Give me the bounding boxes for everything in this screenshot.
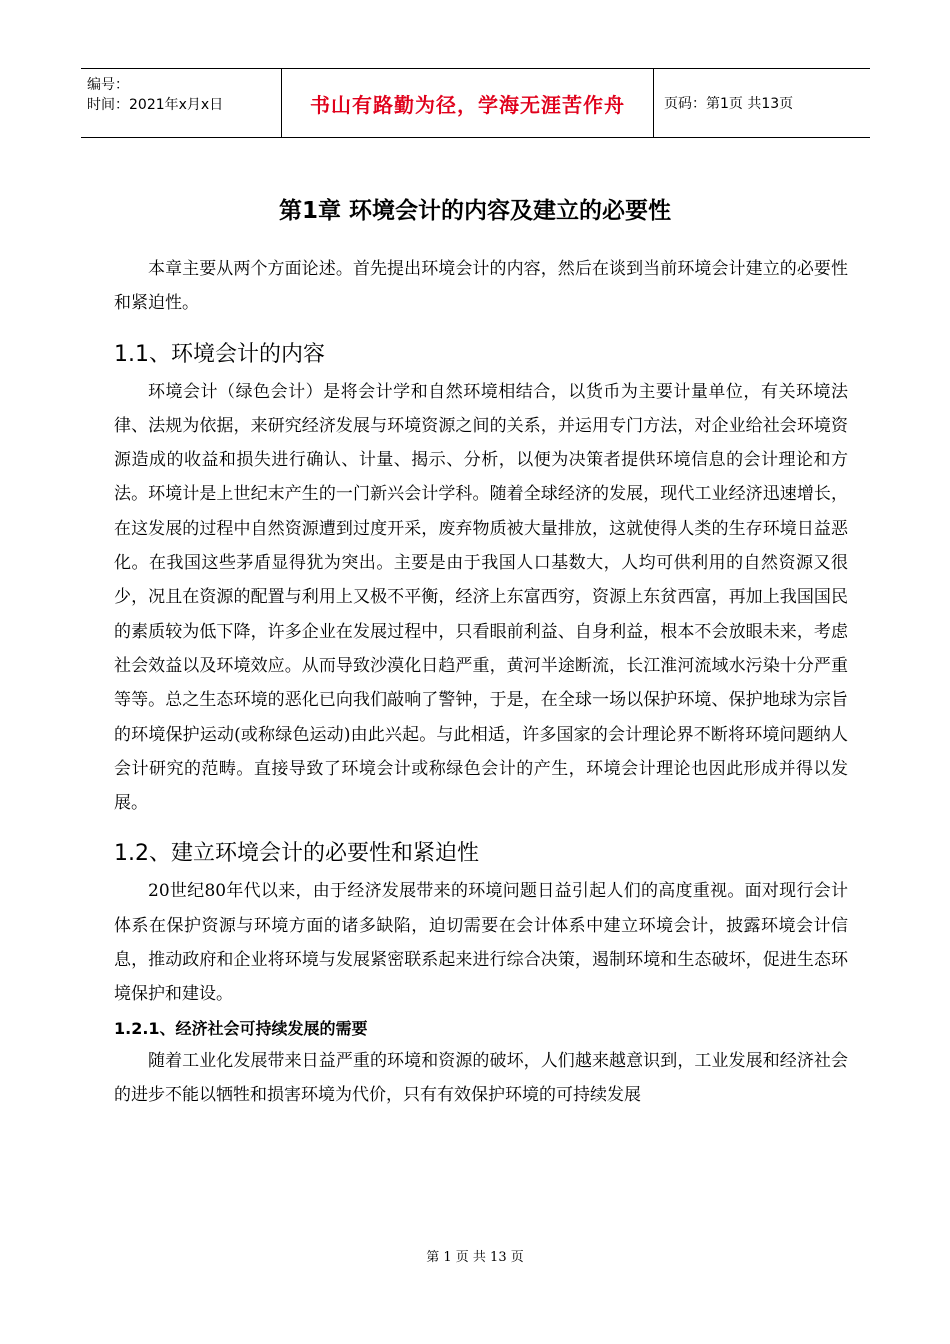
section-1-1-body: 环境会计（绿色会计）是将会计学和自然环境相结合，以货币为主要计量单位，有关环境法律、法规为依据，来研究经济发展与环境资源之间的关系，并运用专门方法，对企业给社会环境资源造成的收益和损失进行确认、计量、揭示、分析，以便为决策者提供环境信息的会计理论和方法。环境计是上世纪末产生的一门新兴会计学科。随着全球经济的发展，现代工业经济迅速增长，在这发展的过程中自然资源遭到过度开采，废弃物质被大量排放，这就使得人类的生存环境日益恶化。在我国这些茅盾显得犹为突出。主要是由于我国人口基数大，人均可供利用的自然资源又很少，况且在资源的配置与利用上又极不平衡，经济上东富西穷，资源上东贫西富，再加上我国国民的素质较为低下降，许多企业在发展过程中，只看眼前利益、自身利益，根本不会放眼未来，考虑社会效益以及环境效应。从而导致沙漠化日趋严重，黄河半途断流，长江淮河流域水污染十分严重等等。总之生态环境的恶化已向我们敲响了警钟，于是，在全球一场以保护环境、保护地球为宗旨的环境保护运动(或称绿色运动)由此兴起。与此相适，许多国家的会计理论界不断将环境问题纳人会计研究的范畴。直接导致了环境会计或称绿色会计的产生，环境会计理论也因此形成并得以发展。 [114,381,848,814]
page-content [114,252,848,1112]
date-label: 时间：2021年x月x日 [87,97,224,113]
subsection-1-2-1-body: 随着工业化发展带来日益严重的环境和资源的破坏，人们越来越意识到，工业发展和经济社会的进步不能以牺牲和损害环境为代价，只有有效保护环境的可持续发展 [114,1050,848,1105]
document-header [81,68,870,138]
section-heading-1-1: 1.1、环境会计的内容 [114,341,325,367]
page-info: 页码：第1页 共13页 [664,96,794,112]
section-1-2-body: 20世纪80年代以来，由于经济发展带来的环境问题日益引起人们的高度重视。面对现行会计体系在保护资源与环境方面的诸多缺陷，迫切需要在会计体系中建立环境会计，披露环境会计信息，推动政府和企业将环境与发展紧密联系起来进行综合决策，遏制环境和生态破坏，促进生态环境保护和建设。 [114,881,848,1005]
page-info-cell [654,69,870,137]
number-label: 编号： [87,77,129,93]
page-footer: 第 1 页 共 13 页 [426,1250,524,1265]
chapter-title: 第1章 环境会计的内容及建立的必要性 [278,198,671,224]
header-motto: 书山有路勤为径，学海无涯苦作舟 [310,92,625,117]
subsection-heading-1-2-1: 1.2.1、经济社会可持续发展的需要 [114,1018,368,1038]
intro-paragraph: 本章主要从两个方面论述。首先提出环境会计的内容，然后在谈到当前环境会计建立的必要性和紧迫性。 [114,259,848,314]
header-meta-cell [81,69,281,137]
section-heading-1-2: 1.2、建立环境会计的必要性和紧迫性 [114,841,479,867]
motto-cell [281,69,654,137]
